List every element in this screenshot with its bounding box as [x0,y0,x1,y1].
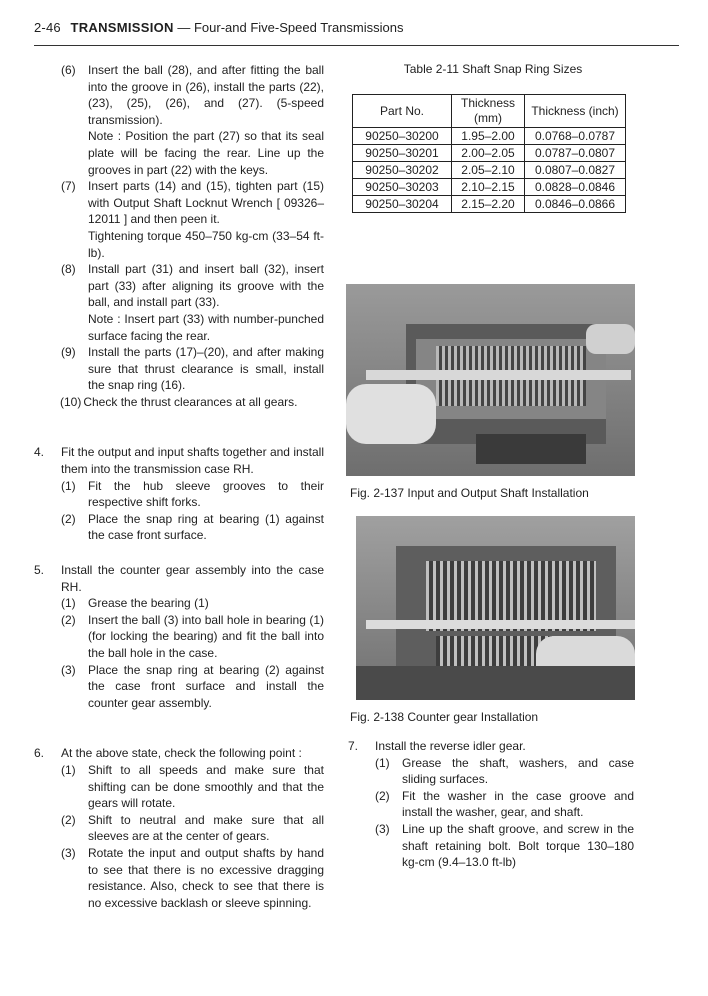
table-header-row [353,95,626,128]
item-text: Install the parts (17)–(20), and after making sure that thrust clearance is small, install the snap ring (16). [88,345,324,393]
item-text: Line up the shaft groove, and screw in the shaft retaining bolt. Bolt torque 130–180 kg-cm (9.4–13.0 ft-lb) [402,821,634,870]
list-item [348,788,634,821]
page-header [34,20,674,36]
item-number: (2) [375,788,390,803]
step-7 [348,738,634,755]
figure-138-photo [356,516,635,700]
list-item [34,812,324,845]
left-column [34,62,324,911]
figure-137-caption: Fig. 2-137 Input and Output Shaft Installation [350,486,589,500]
item-number: (2) [61,612,76,627]
item-text: Rotate the input and output shafts by hand to see that there is no excessive dragging resistance. Also, check to see that there is no excessive backlash or sleeve spinning. [88,845,324,910]
item-text: Shift to all speeds and make sure that shifting can be done smoothly and that the gears will rotate. [88,762,324,811]
table-cell: 2.00–2.05 [452,145,525,162]
list-item [34,845,324,911]
item-number: (2) [61,511,76,526]
list-item [34,595,324,612]
step-number: 7. [348,739,359,753]
step-text: At the above state, check the following point : [61,746,302,761]
item-text: Fit the washer in the case groove and install the washer, gear, and shaft. [402,788,634,820]
step-text: Fit the output and input shafts together and install them into the transmission case RH. [61,445,324,477]
table-cell: 90250–30202 [353,162,452,179]
item-number: (10) [60,394,82,409]
item-text: Fit the hub sleeve grooves to their respective shift forks. [88,478,324,510]
table-cell: 90250–30203 [353,179,452,196]
table-cell: 0.0787–0.0807 [525,145,626,162]
snap-ring-table [352,94,626,213]
item-text: Check the thrust clearances at all gears. [83,394,298,409]
step-text: Install the reverse idler gear. [375,739,526,753]
table-row [353,162,626,179]
item-text: Insert parts (14) and (15), tighten part (15) with Output Shaft Locknut Wrench [ 09326–12011 ] and then peen it. [88,179,324,227]
item-text: Insert the ball (3) into ball hole in bearing (1) (for locking the bearing) and fit the ball into the ball hole in the case. [88,612,324,660]
table-row [353,128,626,145]
item-text: Install part (31) and insert ball (32), insert part (33) after aligning its groove with the ball, and install part (33). [88,262,324,310]
list-item [34,394,324,411]
list-item [34,612,324,662]
section-title: TRANSMISSION [70,20,174,35]
table-title: Table 2-11 Shaft Snap Ring Sizes [403,62,583,76]
note-text: Note : Position the part (27) so that its seal plate will be facing the rear. Line up the grooves in part (22) with the keys. [88,129,324,177]
step-5 [34,562,324,595]
table-cell: 2.05–2.10 [452,162,525,179]
table-cell: 90250–30200 [353,128,452,145]
table-cell: 2.15–2.20 [452,196,525,213]
item-number: (8) [61,262,76,277]
right-column-step7 [348,738,634,871]
table-row [353,179,626,196]
list-item [34,662,324,712]
page-number: 2-46 [34,20,61,35]
note-text: Note : Insert part (33) with number-punched surface facing the rear. [88,311,324,343]
list-item [34,511,324,544]
step-6 [34,745,324,762]
list-item [34,762,324,812]
item-number: (3) [375,821,390,836]
figure-138-caption: Fig. 2-138 Counter gear Installation [350,710,539,724]
step-text: Install the counter gear assembly into the case RH. [61,563,324,594]
item-number: (6) [61,63,76,77]
list-item [348,821,634,871]
item-number: (1) [61,478,76,493]
list-item [34,62,324,128]
item-text: Place the snap ring at bearing (2) against the case front surface and install the counter gear assembly. [88,662,324,710]
table-cell: 0.0807–0.0827 [525,162,626,179]
header-rule [34,45,679,46]
column-header: Thickness (mm) [452,95,525,128]
step-number: 6. [34,746,45,761]
table-cell: 2.10–2.15 [452,179,525,196]
item-number: (3) [61,662,76,677]
list-item [34,478,324,511]
table-cell: 90250–30201 [353,145,452,162]
item-text: Shift to neutral and make sure that all sleeves are at the center of gears. [88,812,324,844]
section-subtitle: — Four-and Five-Speed Transmissions [177,20,404,35]
step-number: 5. [34,563,45,578]
list-item [34,344,324,394]
list-item [34,178,324,228]
table-cell: 90250–30204 [353,196,452,213]
item-number: (9) [61,345,76,360]
table-cell: 0.0768–0.0787 [525,128,626,145]
item-text: Grease the bearing (1) [88,596,209,611]
item-number: (2) [61,812,76,827]
table-cell: 0.0846–0.0866 [525,196,626,213]
item-number: (7) [61,179,76,194]
item-text: Insert the ball (28), and after fitting the ball into the groove in (26), install the parts (22), (23), (25), (26), and (27). (5-speed transmission). [88,63,324,127]
list-item [34,261,324,311]
table-row [353,145,626,162]
column-header: Part No. [353,95,452,128]
table-cell: 1.95–2.00 [452,128,525,145]
torque-spec: Tightening torque 450–750 kg-cm (33–54 ft-lb). [88,228,324,260]
step-4 [34,444,324,477]
item-text: Place the snap ring at bearing (1) against the case front surface. [88,511,324,543]
list-item [348,755,634,788]
column-header: Thickness (inch) [525,95,626,128]
item-number: (1) [61,762,76,777]
step-number: 4. [34,445,45,460]
item-text: Grease the shaft, washers, and case sliding surfaces. [402,755,634,787]
item-number: (1) [375,755,390,770]
table-row [353,196,626,213]
item-number: (1) [61,596,76,611]
figure-137-photo [346,284,635,476]
table-cell: 0.0828–0.0846 [525,179,626,196]
item-number: (3) [61,845,76,860]
